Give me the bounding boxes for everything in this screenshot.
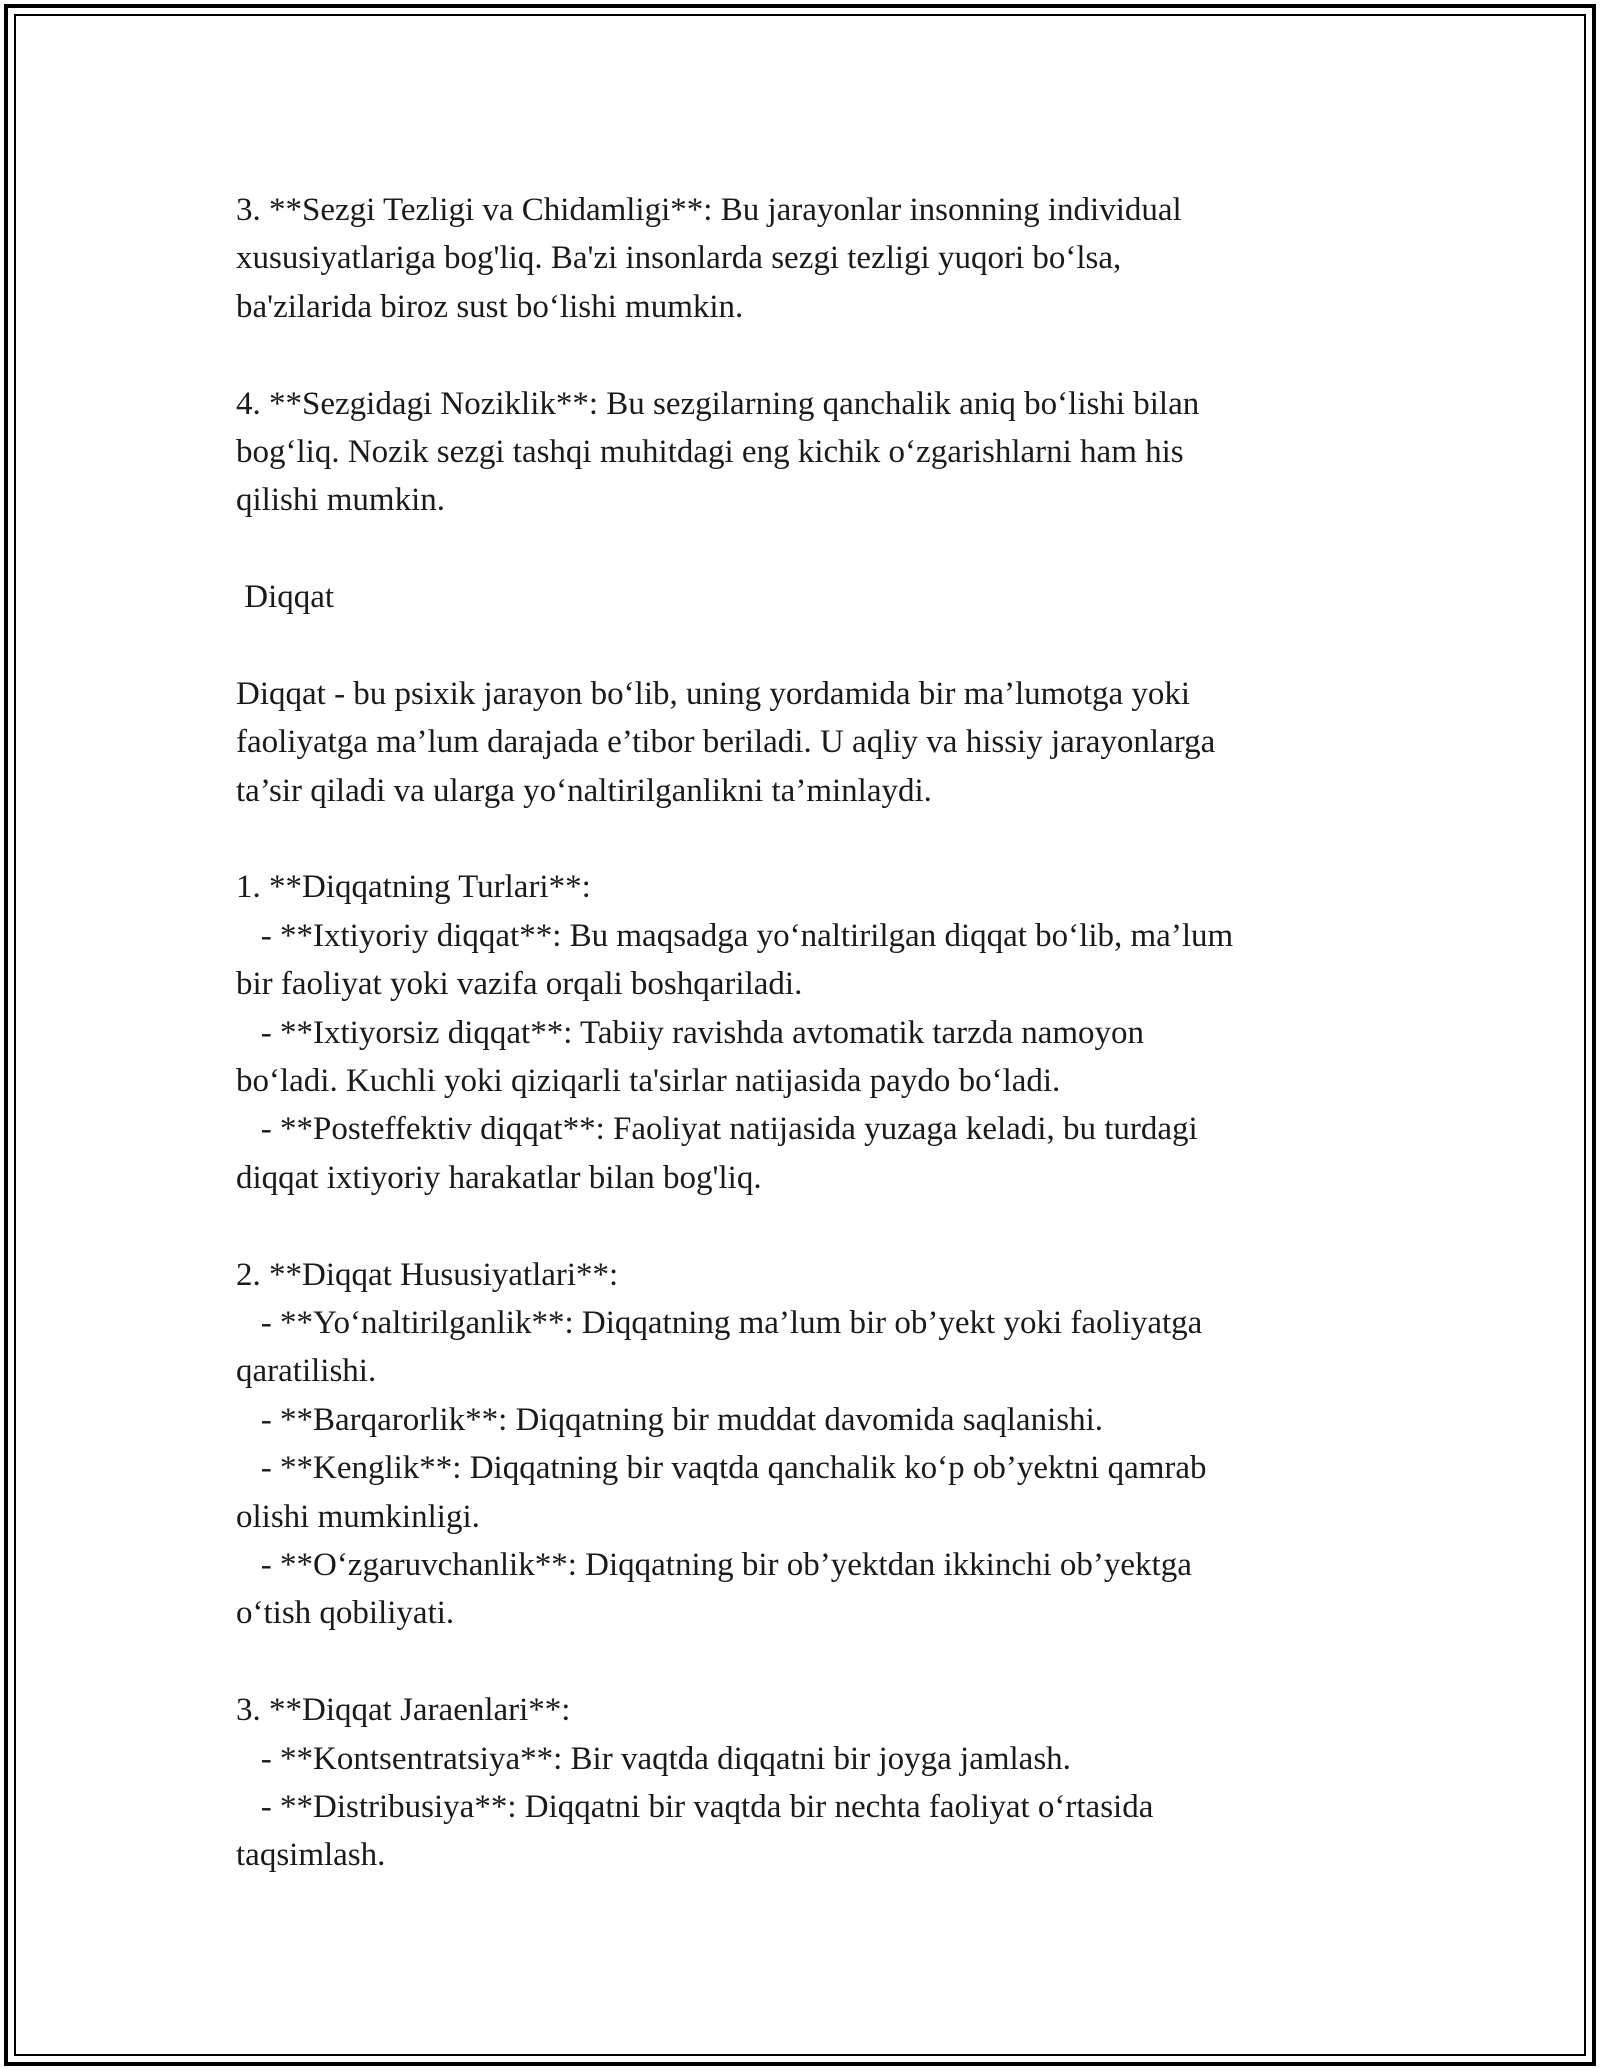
list-item: - **Distribusiya**: Diqqatni bir vaqtda bir nechta faoliyat o‘rtasida — [236, 1788, 1154, 1825]
section-heading: Diqqat — [236, 579, 335, 616]
blank-line — [236, 525, 1396, 573]
blank-line — [236, 1202, 1396, 1250]
list-item: - **Posteffektiv diqqat**: Faoliyat natijasida yuzaga keladi, bu turdagi — [236, 1111, 1198, 1148]
text-line: qaratilishi. — [236, 1353, 377, 1390]
text-line: Diqqat - bu psixik jarayon bo‘lib, uning yordamida bir ma’lumotga yoki — [236, 675, 1191, 712]
list-item: - **O‘zgaruvchanlik**: Diqqatning bir ob’yektdan ikkinchi ob’yektga — [236, 1546, 1192, 1583]
list-item: - **Kenglik**: Diqqatning bir vaqtda qanchalik ko‘p ob’yektni qamrab — [236, 1450, 1207, 1487]
text-line: diqqat ixtiyoriy harakatlar bilan bog'liq. — [236, 1159, 762, 1196]
text-line: 4. **Sezgidagi Noziklik**: Bu sezgilarning qanchalik aniq bo‘lishi bilan — [236, 385, 1200, 422]
blank-line — [236, 815, 1396, 863]
list-item: - **Kontsentratsiya**: Bir vaqtda diqqatni bir joyga jamlash. — [236, 1740, 1071, 1777]
text-line: qilishi mumkin. — [236, 482, 446, 519]
list-heading: 2. **Diqqat Hususiyatlari**: — [236, 1256, 619, 1293]
text-line: ta’sir qiladi va ularga yo‘naltirilganlikni ta’minlaydi. — [236, 772, 932, 809]
text-line: bo‘ladi. Kuchli yoki qiziqarli ta'sirlar natijasida paydo bo‘ladi. — [236, 1063, 1061, 1100]
list-item: - **Yo‘naltirilganlik**: Diqqatning ma’lum bir ob’yekt yoki faoliyatga — [236, 1304, 1203, 1341]
blank-line — [236, 622, 1396, 670]
text-line: o‘tish qobiliyati. — [236, 1595, 455, 1632]
text-line: 3. **Sezgi Tezligi va Chidamligi**: Bu jarayonlar insonning individual — [236, 192, 1182, 228]
blank-line — [236, 1638, 1396, 1686]
text-line: faoliyatga ma’lum darajada e’tibor beriladi. U aqliy va hissiy jarayonlarga — [236, 724, 1216, 761]
text-line: xususiyatlariga bog'liq. Ba'zi insonlarda sezgi tezligi yuqori bo‘lsa, — [236, 240, 1122, 277]
list-heading: 1. **Diqqatning Turlari**: — [236, 869, 591, 906]
text-line: olishi mumkinligi. — [236, 1498, 480, 1535]
text-line: bog‘liq. Nozik sezgi tashqi muhitdagi eng kichik o‘zgarishlarni ham his — [236, 433, 1184, 470]
text-line: taqsimlash. — [236, 1837, 386, 1874]
blank-line — [236, 331, 1396, 379]
list-item: - **Ixtiyoriy diqqat**: Bu maqsadga yo‘naltirilgan diqqat bo‘lib, ma’lum — [236, 917, 1234, 954]
list-heading: 3. **Diqqat Jaraenlari**: — [236, 1692, 571, 1729]
list-item: - **Barqarorlik**: Diqqatning bir muddat davomida saqlanishi. — [236, 1401, 1104, 1438]
text-line: bir faoliyat yoki vazifa orqali boshqariladi. — [236, 966, 803, 1003]
list-item: - **Ixtiyorsiz diqqat**: Tabiiy ravishda avtomatik tarzda namoyon — [236, 1014, 1145, 1051]
text-line: ba'zilarida biroz sust bo‘lishi mumkin. — [236, 288, 744, 325]
document-body — [236, 186, 1396, 1880]
